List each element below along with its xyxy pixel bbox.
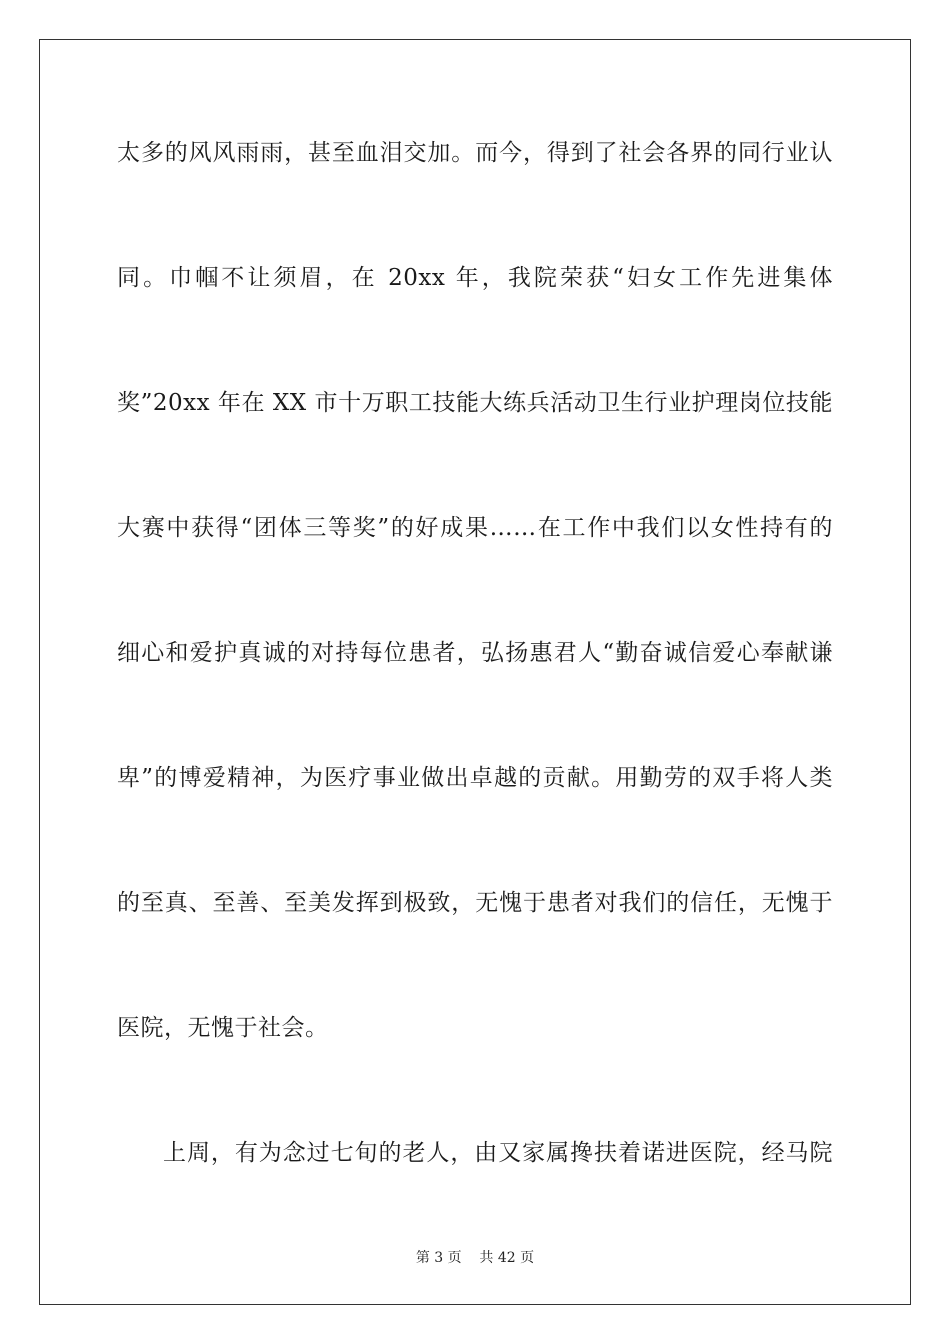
- paragraph-line: 上周，有为念过七旬的老人，由又家属搀扶着诺进医院，经马院: [163, 1140, 833, 1166]
- paragraph-line: 奖”20xx 年在 XX 市十万职工技能大练兵活动卫生行业护理岗位技能: [117, 390, 833, 416]
- paragraph-line: 的至真、至善、至美发挥到极致，无愧于患者对我们的信任，无愧于: [117, 890, 833, 916]
- paragraph-line: 同。巾帼不让须眉，在 20xx 年，我院荣获“妇女工作先进集体: [117, 265, 833, 291]
- paragraph-line: 太多的风风雨雨，甚至血泪交加。而今，得到了社会各界的同行业认: [117, 140, 833, 166]
- paragraph-line: 细心和爱护真诚的对持每位患者，弘扬惠君人“勤奋诚信爱心奉献谦: [117, 640, 833, 666]
- paragraph-line: 医院，无愧于社会。: [117, 1015, 329, 1041]
- page-number-footer: 第 3 页 共 42 页: [415, 1250, 535, 1266]
- paragraph-line: 卑”的博爱精神，为医疗事业做出卓越的贡献。用勤劳的双手将人类: [117, 765, 833, 791]
- paragraph-line: 大赛中获得“团体三等奖”的好成果……在工作中我们以女性持有的: [117, 515, 833, 541]
